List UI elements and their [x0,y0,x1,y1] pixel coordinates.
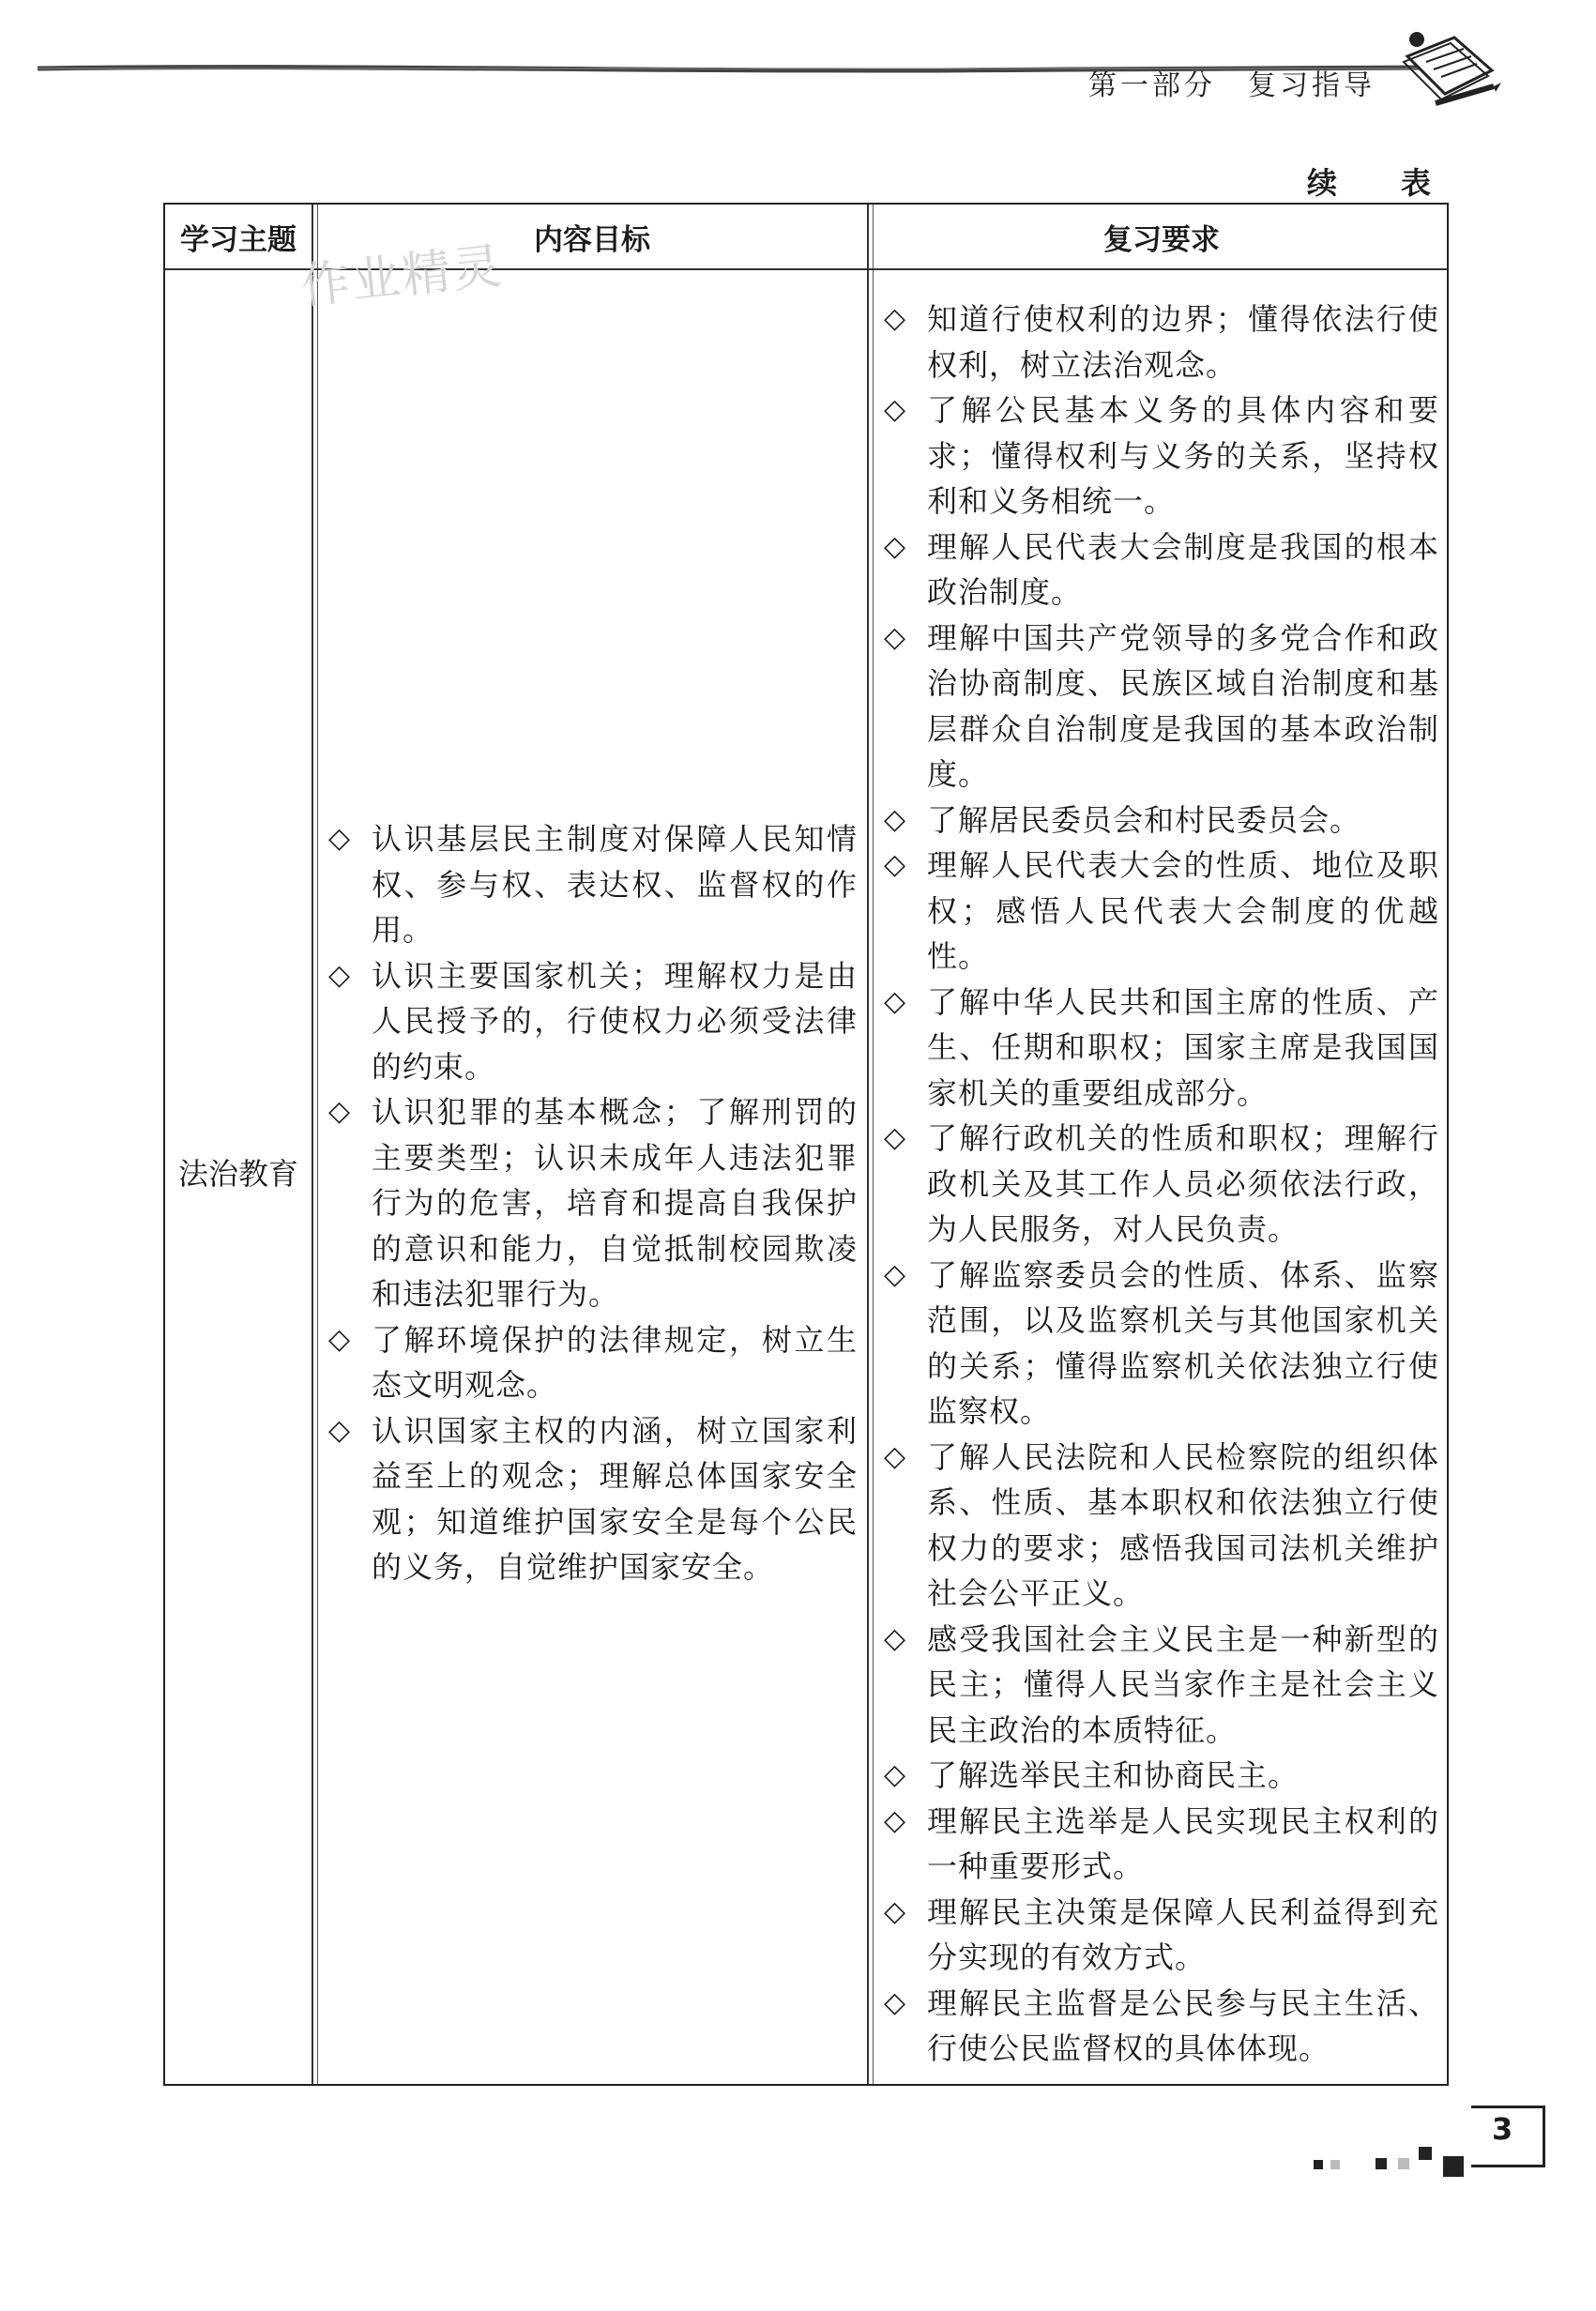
diamond-bullet-icon: ◇ [328,1095,352,1128]
list-item-text: 认识主要国家机关；理解权力是由人民授予的，行使权力必须受法律的约束。 [372,957,858,1085]
content-goals-list [327,816,858,1590]
diamond-bullet-icon: ◇ [884,1758,907,1791]
list-item [882,296,1439,388]
list-item-text: 了解公民基本义务的具体内容和要求；懂得权利与义务的关系，坚持权利和义务相统一。 [927,392,1439,519]
list-item [882,1981,1439,2072]
diamond-bullet-icon: ◇ [884,620,907,654]
list-item-text: 了解中华人民共和国主席的性质、产生、任期和职权；国家主席是我国国家机关的重要组成部分。 [927,983,1439,1111]
list-item-text: 感受我国社会主义民主是一种新型的民主；懂得人民当家作主是社会主义民主政治的本质特征。 [927,1620,1439,1748]
diamond-bullet-icon: ◇ [328,1322,352,1356]
list-item [882,525,1439,616]
decor-square [1398,2158,1409,2169]
diamond-bullet-icon: ◇ [884,1257,907,1291]
diamond-bullet-icon: ◇ [884,1985,907,2019]
list-item-text: 知道行使权利的边界；懂得依法行使权利，树立法治观念。 [927,301,1439,383]
list-item [882,388,1439,525]
list-item-text: 理解民主决策是保障人民利益得到充分实现的有效方式。 [927,1893,1439,1975]
list-item [327,1317,858,1408]
diamond-bullet-icon: ◇ [328,822,352,855]
list-item-text: 了解监察委员会的性质、体系、监察范围，以及监察机关与其他国家机关的关系；懂得监察机关依法独立行使监察权。 [927,1256,1439,1429]
list-item [882,1253,1439,1435]
list-item-text: 了解选举民主和协商民主。 [927,1757,1300,1793]
watermark: 作业精灵 [298,237,507,316]
diamond-bullet-icon: ◇ [328,1413,352,1447]
list-item [327,816,858,953]
review-table [163,203,1449,2086]
diamond-bullet-icon: ◇ [884,1894,907,1928]
header-topic: 学习主题 [180,223,296,257]
list-item-text: 了解人民法院和人民检察院的组织体系、性质、基本职权和依法独立行使权力的要求；感悟我国司法机关维护社会公平正义。 [927,1438,1439,1611]
list-item-text: 认识基层民主制度对保障人民知情权、参与权、表达权、监督权的作用。 [372,821,858,948]
page-number: 3 [1492,2111,1513,2147]
list-item-text: 理解人民代表大会制度是我国的根本政治制度。 [927,528,1439,610]
topic-cell: 法治教育 [177,1156,298,1192]
diamond-bullet-icon: ◇ [884,984,907,1018]
list-item [882,1435,1439,1617]
notebook-pencil-icon [1398,28,1501,113]
diamond-bullet-icon: ◇ [884,529,907,563]
diamond-bullet-icon: ◇ [884,302,907,335]
list-item [882,1890,1439,1981]
list-item [882,980,1439,1117]
diamond-bullet-icon: ◇ [884,393,907,426]
list-item [327,953,858,1090]
diamond-bullet-icon: ◇ [884,1439,907,1473]
diamond-bullet-icon: ◇ [884,1803,907,1837]
decor-square [1376,2158,1387,2169]
column-divider [873,205,874,2084]
list-item-text: 认识犯罪的基本概念；了解刑罚的主要类型；认识未成年人违法犯罪行为的危害，培育和提高自我保护的意识和能力，自觉抵制校园欺凌和违法犯罪行为。 [372,1094,858,1312]
diamond-bullet-icon: ◇ [328,958,352,992]
list-item-text: 了解环境保护的法律规定，树立生态文明观念。 [372,1321,858,1403]
diamond-bullet-icon: ◇ [884,848,907,881]
diamond-bullet-icon: ◇ [884,1621,907,1655]
column-divider [317,205,318,2084]
section-header: 第一部分 复习指导 [1088,69,1376,102]
decor-square [1443,2156,1464,2177]
decor-square [1314,2160,1323,2169]
list-item-text: 了解居民委员会和村民委员会。 [927,801,1361,838]
list-item [882,1753,1439,1799]
list-item [882,616,1439,798]
list-item [327,1408,858,1590]
list-item [327,1089,858,1317]
review-requirements-list [882,296,1439,2072]
list-item [882,1617,1439,1754]
list-item-text: 理解民主监督是公民参与民主生活、行使公民监督权的具体体现。 [927,1984,1439,2066]
list-item-text: 理解中国共产党领导的多党合作和政治协商制度、民族区域自治制度和基层群众自治制度是我国的基本政治制度。 [927,619,1439,792]
list-item [882,1116,1439,1253]
decor-square [1419,2147,1432,2160]
list-item [882,798,1439,844]
column-divider [867,205,869,2084]
diamond-bullet-icon: ◇ [884,802,907,836]
list-item-text: 认识国家主权的内涵，树立国家利益至上的观念；理解总体国家安全观；知道维护国家安全是每个公民的义务，自觉维护国家安全。 [372,1412,858,1585]
column-divider [312,205,313,2084]
list-item-text: 了解行政机关的性质和职权；理解行政机关及其工作人员必须依法行政，为人民服务，对人民负责。 [927,1120,1439,1247]
diamond-bullet-icon: ◇ [884,1121,907,1154]
list-item-text: 理解人民代表大会的性质、地位及职权；感悟人民代表大会制度的优越性。 [927,847,1439,974]
list-item-text: 理解民主选举是人民实现民主权利的一种重要形式。 [927,1802,1439,1884]
decor-square [1330,2160,1340,2169]
continued-label: 续 表 [1306,165,1448,201]
list-item [882,1799,1439,1890]
list-item [882,843,1439,980]
header-content-goals: 内容目标 [534,223,650,257]
header-review-requirements: 复习要求 [1103,223,1220,257]
